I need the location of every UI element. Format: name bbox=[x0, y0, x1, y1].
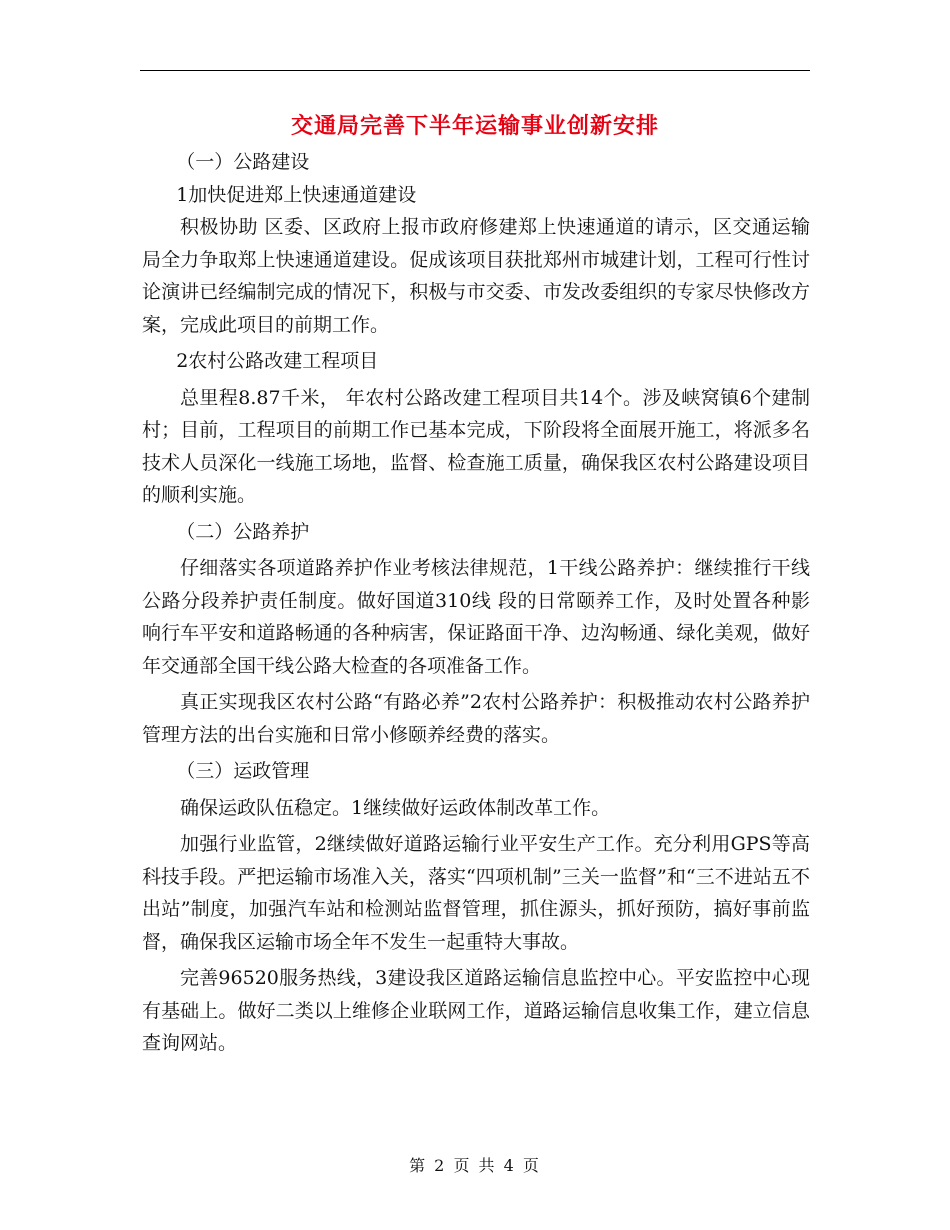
section-heading: （三）运政管理 bbox=[176, 760, 310, 782]
document-title: 交通局完善下半年运输事业创新安排 bbox=[290, 113, 659, 139]
header-rule bbox=[140, 70, 810, 71]
body-paragraph: 仔细落实各项道路养护作业考核法律规范，1干线公路养护：继续推行干线公路分段养护责任制度。做好国道310线 段的日常颐养工作，及时处置各种影响行车平安和道路畅通的各种病害，保证路面干净、边沟畅通、绿化美观，做好 年交通部全国干线公路大检查的各项准备工作。 bbox=[142, 557, 810, 677]
section-heading: （一）公路建设 bbox=[176, 151, 310, 173]
body-paragraph: 完善96520服务热线，3建设我区道路运输信息监控中心。平安监控中心现有基础上。做好二类以上维修企业联网工作，道路运输信息收集工作，建立信息查询网站。 bbox=[142, 967, 810, 1054]
body-paragraph: 积极协助 区委、区政府上报市政府修建郑上快速通道的请示，区交通运输局全力争取郑上快速通道建设。促成该项目获批郑州市城建计划，工程可行性讨论演讲已经编制完成的情况下，积极与市交委、市发改委组织的专家尽快修改方案，完成此项目的前期工作。 bbox=[142, 216, 810, 336]
document-body bbox=[142, 146, 810, 1060]
body-paragraph: 总里程8.87千米， 年农村公路改建工程项目共14个。涉及峡窝镇6个建制村；目前，工程项目的前期工作已基本完成，下阶段将全面展开施工，将派多名技术人员深化一线施工场地，监督、检查施工质量，确保我区农村公路建设项目的顺利实施。 bbox=[142, 386, 810, 506]
body-paragraph: 确保运政队伍稳定。1继续做好运政体制改革工作。 bbox=[180, 796, 611, 819]
subsection-heading: 2农村公路改建工程项目 bbox=[176, 350, 379, 372]
body-paragraph: 加强行业监管，2继续做好道路运输行业平安生产工作。充分利用GPS等高科技手段。严把运输市场准入关，落实“四项机制”三关一监督”和“三不进站五不出站”制度，加强汽车站和检测站监督管理，抓住源头，抓好预防，搞好事前监督，确保我区运输市场全年不发生一起重特大事故。 bbox=[142, 833, 810, 953]
section-heading: （二）公路养护 bbox=[176, 520, 310, 543]
page-number-footer: 第 2 页 共 4 页 bbox=[409, 1156, 541, 1175]
body-paragraph: 真正实现我区农村公路“有路必养”2农村公路养护：积极推动农村公路养护管理方法的出台实施和日常小修颐养经费的落实。 bbox=[142, 691, 810, 746]
subsection-heading: 1加快促进郑上快速通道建设 bbox=[176, 183, 417, 206]
